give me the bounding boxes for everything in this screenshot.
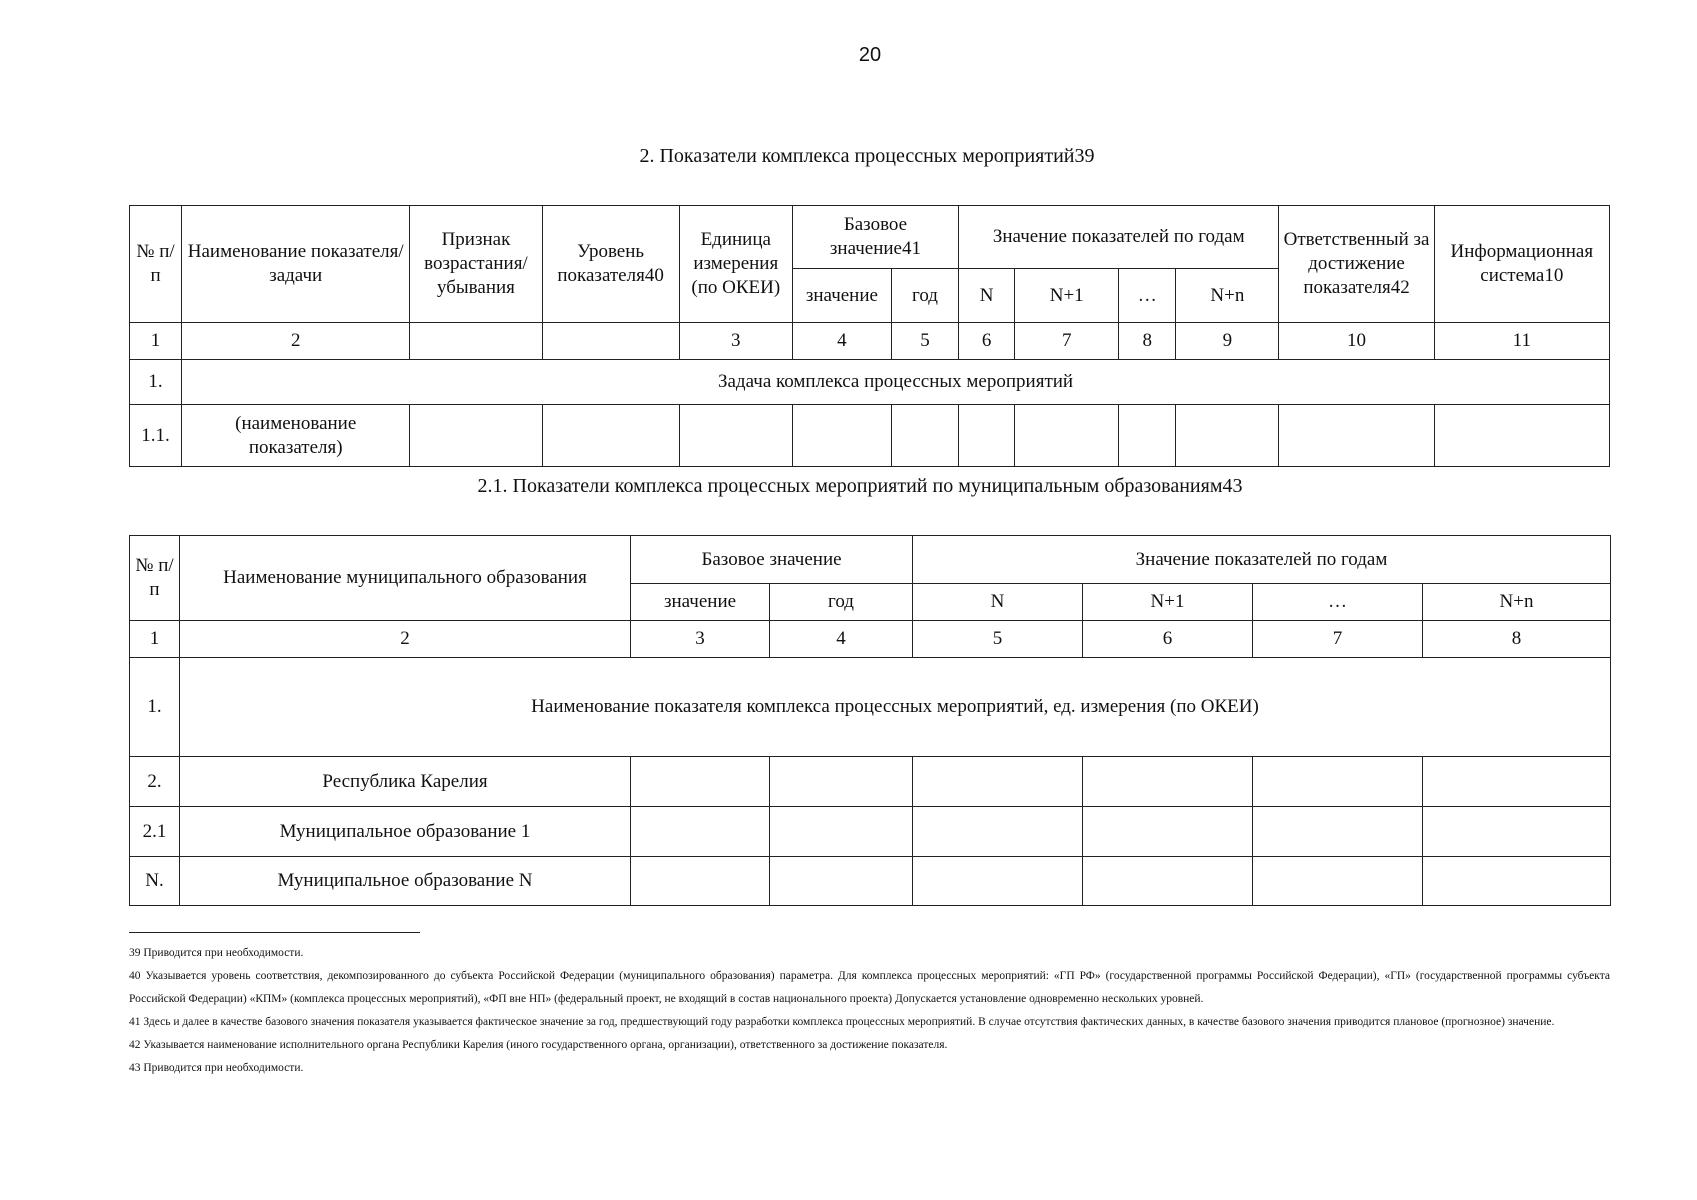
row-municipality: Муниципальное образование 1	[180, 807, 631, 857]
col-base-value-header: значение	[792, 269, 891, 323]
col-year-n-header: N	[959, 269, 1015, 323]
col-responsible-header: Ответственный за достижение показателя42	[1279, 206, 1434, 323]
empty-cell	[1015, 405, 1119, 467]
col-municipality-header: Наименование муниципального образования	[180, 536, 631, 621]
col-base-value-header: значение	[631, 584, 770, 621]
table1-header-row-1	[130, 206, 1610, 269]
empty-cell	[1434, 405, 1609, 467]
empty-cell	[1083, 757, 1253, 807]
empty-cell	[792, 405, 891, 467]
indicator-label: Наименование показателя комплекса процессных мероприятий, ед. измерения (по ОКЕИ)	[180, 658, 1611, 757]
empty-cell	[1083, 807, 1253, 857]
col-base-year-header: год	[770, 584, 913, 621]
row-num: 2.	[130, 757, 180, 807]
col-year-dots-header: …	[1253, 584, 1423, 621]
col-year-n1-header: N+1	[1015, 269, 1119, 323]
empty-cell	[1253, 757, 1423, 807]
col-num-header: № п/п	[130, 536, 180, 621]
section-2-title: 2.1. Показатели комплекса процессных мероприятий по муниципальным образованиям43	[477, 475, 1243, 497]
row-municipality: Муниципальное образование N	[180, 857, 631, 906]
num-cell	[542, 323, 679, 360]
col-years-header: Значение показателей по годам	[913, 536, 1611, 584]
table-row	[130, 757, 1611, 807]
empty-cell	[1279, 405, 1434, 467]
num-cell: 8	[1423, 621, 1611, 658]
empty-cell	[770, 857, 913, 906]
empty-cell	[631, 807, 770, 857]
table-row	[130, 857, 1611, 906]
empty-cell	[1423, 757, 1611, 807]
empty-cell	[770, 757, 913, 807]
footnote-39: 39 Приводится при необходимости.	[129, 947, 304, 959]
num-cell	[410, 323, 542, 360]
empty-cell	[913, 807, 1083, 857]
num-cell: 7	[1015, 323, 1119, 360]
empty-cell	[679, 405, 792, 467]
num-cell: 1	[130, 621, 180, 658]
section-1-title: 2. Показатели комплекса процессных мероприятий39	[639, 145, 1095, 167]
num-cell: 3	[679, 323, 792, 360]
col-year-nn-header: N+n	[1423, 584, 1611, 621]
table-row	[130, 807, 1611, 857]
col-year-n-header: N	[913, 584, 1083, 621]
task-num: 1.	[130, 360, 182, 405]
empty-cell	[891, 405, 958, 467]
footnote-43: 43 Приводится при необходимости.	[129, 1062, 304, 1074]
empty-cell	[1423, 807, 1611, 857]
empty-cell	[1253, 857, 1423, 906]
num-cell: 9	[1176, 323, 1279, 360]
col-base-header: Базовое значение41	[792, 206, 958, 269]
table1-task-row	[130, 360, 1610, 405]
item-name: (наименование показателя)	[182, 405, 410, 467]
num-cell: 11	[1434, 323, 1609, 360]
col-unit-header: Единица измерения (по ОКЕИ)	[679, 206, 792, 323]
table2-header-row-1	[130, 536, 1611, 584]
footnote-42: 42 Указывается наименование исполнительного органа Республики Карелия (иного государственного органа, организации), ответственного за достижение показателя.	[129, 1039, 948, 1051]
num-cell: 4	[792, 323, 891, 360]
table2-numbering-row	[130, 621, 1611, 658]
empty-cell	[959, 405, 1015, 467]
empty-cell	[913, 757, 1083, 807]
footnote-separator	[129, 932, 420, 933]
num-cell: 2	[180, 621, 631, 658]
empty-cell	[1253, 807, 1423, 857]
indicators-table	[129, 205, 1610, 467]
empty-cell	[542, 405, 679, 467]
num-cell: 3	[631, 621, 770, 658]
num-cell: 5	[891, 323, 958, 360]
task-label: Задача комплекса процессных мероприятий	[182, 360, 1610, 405]
municipal-indicators-table	[129, 535, 1611, 906]
num-cell: 2	[182, 323, 410, 360]
row-municipality: Республика Карелия	[180, 757, 631, 807]
page-number: 20	[858, 44, 882, 66]
num-cell: 8	[1119, 323, 1176, 360]
num-cell: 10	[1279, 323, 1434, 360]
table2-indicator-row	[130, 658, 1611, 757]
item-num: 1.1.	[130, 405, 182, 467]
footnote-41: 41 Здесь и далее в качестве базового значения показателя указывается фактическое значение за год, предшествующий году разработки комплекса процессных мероприятий. В случае отсутствия фактических данных, в качестве базового значения приводится плановое (прогнозное) значение.	[129, 1016, 1555, 1028]
table1-item-row	[130, 405, 1610, 467]
empty-cell	[1423, 857, 1611, 906]
col-name-header: Наименование показателя/задачи	[182, 206, 410, 323]
empty-cell	[631, 757, 770, 807]
col-level-header: Уровень показателя40	[542, 206, 679, 323]
empty-cell	[1119, 405, 1176, 467]
row-num: N.	[130, 857, 180, 906]
row-num: 2.1	[130, 807, 180, 857]
col-year-n1-header: N+1	[1083, 584, 1253, 621]
num-cell: 5	[913, 621, 1083, 658]
col-year-nn-header: N+n	[1176, 269, 1279, 323]
num-cell: 6	[959, 323, 1015, 360]
empty-cell	[1176, 405, 1279, 467]
footnote-40: 40 Указывается уровень соответствия, декомпозированного до субъекта Российской Федерации (муниципального образования) параметра. Для комплекса процессных мероприятий: «ГП РФ» (государственной программы Российской Федерации), «ГП» (государственной программы субъекта Российской Федерации) «КПМ» (комплекса процессных мероприятий), «ФП вне НП» (федеральный проект, не входящий в состав национального проекта) Допускается установление одновременно нескольких уровней.	[129, 970, 1610, 1005]
num-cell: 1	[130, 323, 182, 360]
col-years-header: Значение показателей по годам	[959, 206, 1279, 269]
empty-cell	[410, 405, 542, 467]
empty-cell	[631, 857, 770, 906]
num-cell: 6	[1083, 621, 1253, 658]
col-year-dots-header: …	[1119, 269, 1176, 323]
col-num-header: № п/п	[130, 206, 182, 323]
table1-numbering-row	[130, 323, 1610, 360]
footnotes	[129, 942, 1610, 1080]
empty-cell	[770, 807, 913, 857]
empty-cell	[1083, 857, 1253, 906]
col-base-header: Базовое значение	[631, 536, 913, 584]
num-cell: 7	[1253, 621, 1423, 658]
col-info-header: Информационная система10	[1434, 206, 1609, 323]
col-base-year-header: год	[891, 269, 958, 323]
empty-cell	[913, 857, 1083, 906]
num-cell: 4	[770, 621, 913, 658]
indicator-num: 1.	[130, 658, 180, 757]
col-sign-header: Признак возрастания/ убывания	[410, 206, 542, 323]
